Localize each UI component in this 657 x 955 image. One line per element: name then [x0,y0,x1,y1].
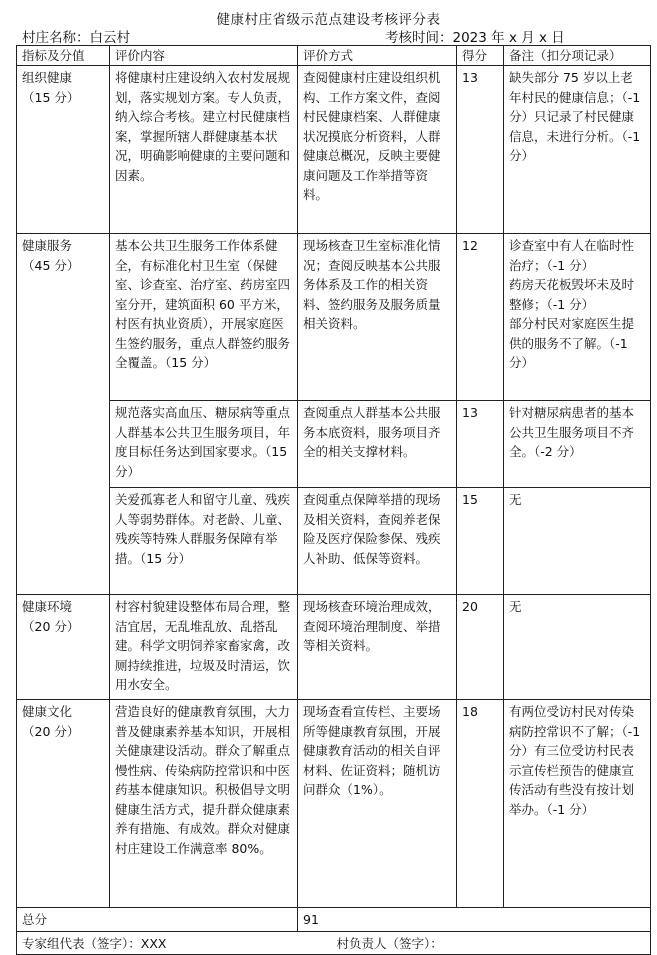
method-cell: 查阅健康村庄建设组织机构、工作方案文件，查阅村民健康档案、人群健康状况摸底分析资料，人群健康总概况，反映主要健康问题及工作举措等资料。 [298,66,457,234]
score-cell: 18 [457,700,504,908]
content-cell: 村容村貌建设整体布局合理，整洁宜居，无乱堆乱放、乱搭乱建。科学文明饲养家畜家禽，改厕持续推进，垃圾及时清运，饮用水安全。 [110,595,298,700]
method-cell: 现场查看宣传栏、主要场所等健康教育氛围，开展健康教育活动的相关自评材料、佐证资料；随机访问群众（1%）。 [298,700,457,908]
header-note: 备注（扣分项记录） [504,46,651,66]
signature-cell [17,931,651,955]
header-score: 得分 [457,46,504,66]
method-cell: 查阅重点人群基本公共服务本底资料，服务项目齐全的相关支撑材料。 [298,401,457,488]
note-line: 药房天花板毁坏未及时整修；（-1 分） [509,277,635,312]
note-line: 部分村民对家庭医生提供的服务不了解。（-1 分） [509,316,635,370]
indicator-cell [17,700,110,908]
table-row [17,488,651,595]
method-cell: 现场核查环境治理成效，查阅环境治理制度、举措等相关资料。 [298,595,457,700]
note-line: 诊查室中有人在临时性治疗；（-1 分） [509,238,635,273]
indicator-points: （15 分） [22,89,80,105]
indicator-points: （20 分） [22,618,80,634]
total-row [17,908,651,932]
method-cell: 查阅重点保障举措的现场及相关资料，查阅养老保险及医疗保险参保、残疾人补助、低保等资料。 [298,488,457,595]
table-row [17,700,651,908]
score-cell: 13 [457,401,504,488]
village-head-signature: 村负责人（签字）： [336,935,443,951]
score-cell: 20 [457,595,504,700]
header-indicator: 指标及分值 [17,46,110,66]
content-cell: 营造良好的健康教育氛围，大力普及健康素养基本知识，开展相关健康建设活动。群众了解重点慢性病、传染病防控常识和中医药基本健康知识。积极倡导文明健康生活方式，提升群众健康素养有措施、有成效。群众对健康村庄建设工作满意率 80%。 [110,700,298,908]
note-cell: 有两位受访村民对传染病防控常识不了解；（-1 分）有三位受访村民表示宣传栏预告的健康宣传活动有些没有按计划举办。（-1 分） [504,700,651,908]
signature-row [17,931,651,955]
note-cell [504,234,651,401]
table-header-row [17,46,651,66]
note-cell: 无 [504,595,651,700]
indicator-name: 健康环境 [22,599,73,614]
expert-signature: 专家组代表（签字）：XXX [22,935,167,951]
assessment-time: 考核时间：2023 年 x 月 x 日 [385,30,565,46]
score-table [16,45,651,955]
indicator-cell [17,234,110,595]
table-row [17,401,651,488]
table-row [17,234,651,401]
table-row [17,66,651,234]
content-cell: 规范落实高血压、糖尿病等重点人群基本公共卫生服务项目，年度目标任务达到国家要求。（15 分） [110,401,298,488]
header-content: 评价内容 [110,46,298,66]
note-cell: 针对糖尿病患者的基本公共卫生服务项目不齐全。（-2 分） [504,401,651,488]
indicator-name: 健康文化 [22,704,73,719]
content-cell: 关爱孤寡老人和留守儿童、残疾人等弱势群体。对老龄、儿童、残疾等特殊人群服务保障有举措。（15 分） [110,488,298,595]
document-title: 健康村庄省级示范点建设考核评分表 [216,12,441,28]
content-cell: 将健康村庄建设纳入农村发展规划，落实规划方案。专人负责，纳入综合考核。建立村民健康档案，掌握所辖人群健康基本状况，明确影响健康的主要问题和因素。 [110,66,298,234]
indicator-name: 组织健康 [22,70,73,85]
score-cell: 13 [457,66,504,234]
score-cell: 15 [457,488,504,595]
total-label: 总分 [17,908,298,932]
note-cell: 无 [504,488,651,595]
note-cell: 缺失部分 75 岁以上老年村民的健康信息；（-1 分）只记录了村民健康信息，未进行分析。（-1 分） [504,66,651,234]
indicator-points: （20 分） [22,723,80,739]
score-cell: 12 [457,234,504,401]
village-name: 村庄名称：白云村 [22,30,130,46]
method-cell: 现场核查卫生室标准化情况；查阅反映基本公共服务体系及工作的相关资料、签约服务及服务质量相关资料。 [298,234,457,401]
content-cell: 基本公共卫生服务工作体系健全，有标准化村卫生室（保健室、诊查室、治疗室、药房室四室分开，建筑面积 60 平方米，村医有执业资质），开展家庭医生签约服务，重点人群签约服务全覆盖。（15 分） [110,234,298,401]
table-row [17,595,651,700]
indicator-cell [17,595,110,700]
indicator-cell [17,66,110,234]
total-value: 91 [298,908,651,932]
header-method: 评价方式 [298,46,457,66]
indicator-points: （45 分） [22,257,80,273]
indicator-name: 健康服务 [22,238,73,253]
